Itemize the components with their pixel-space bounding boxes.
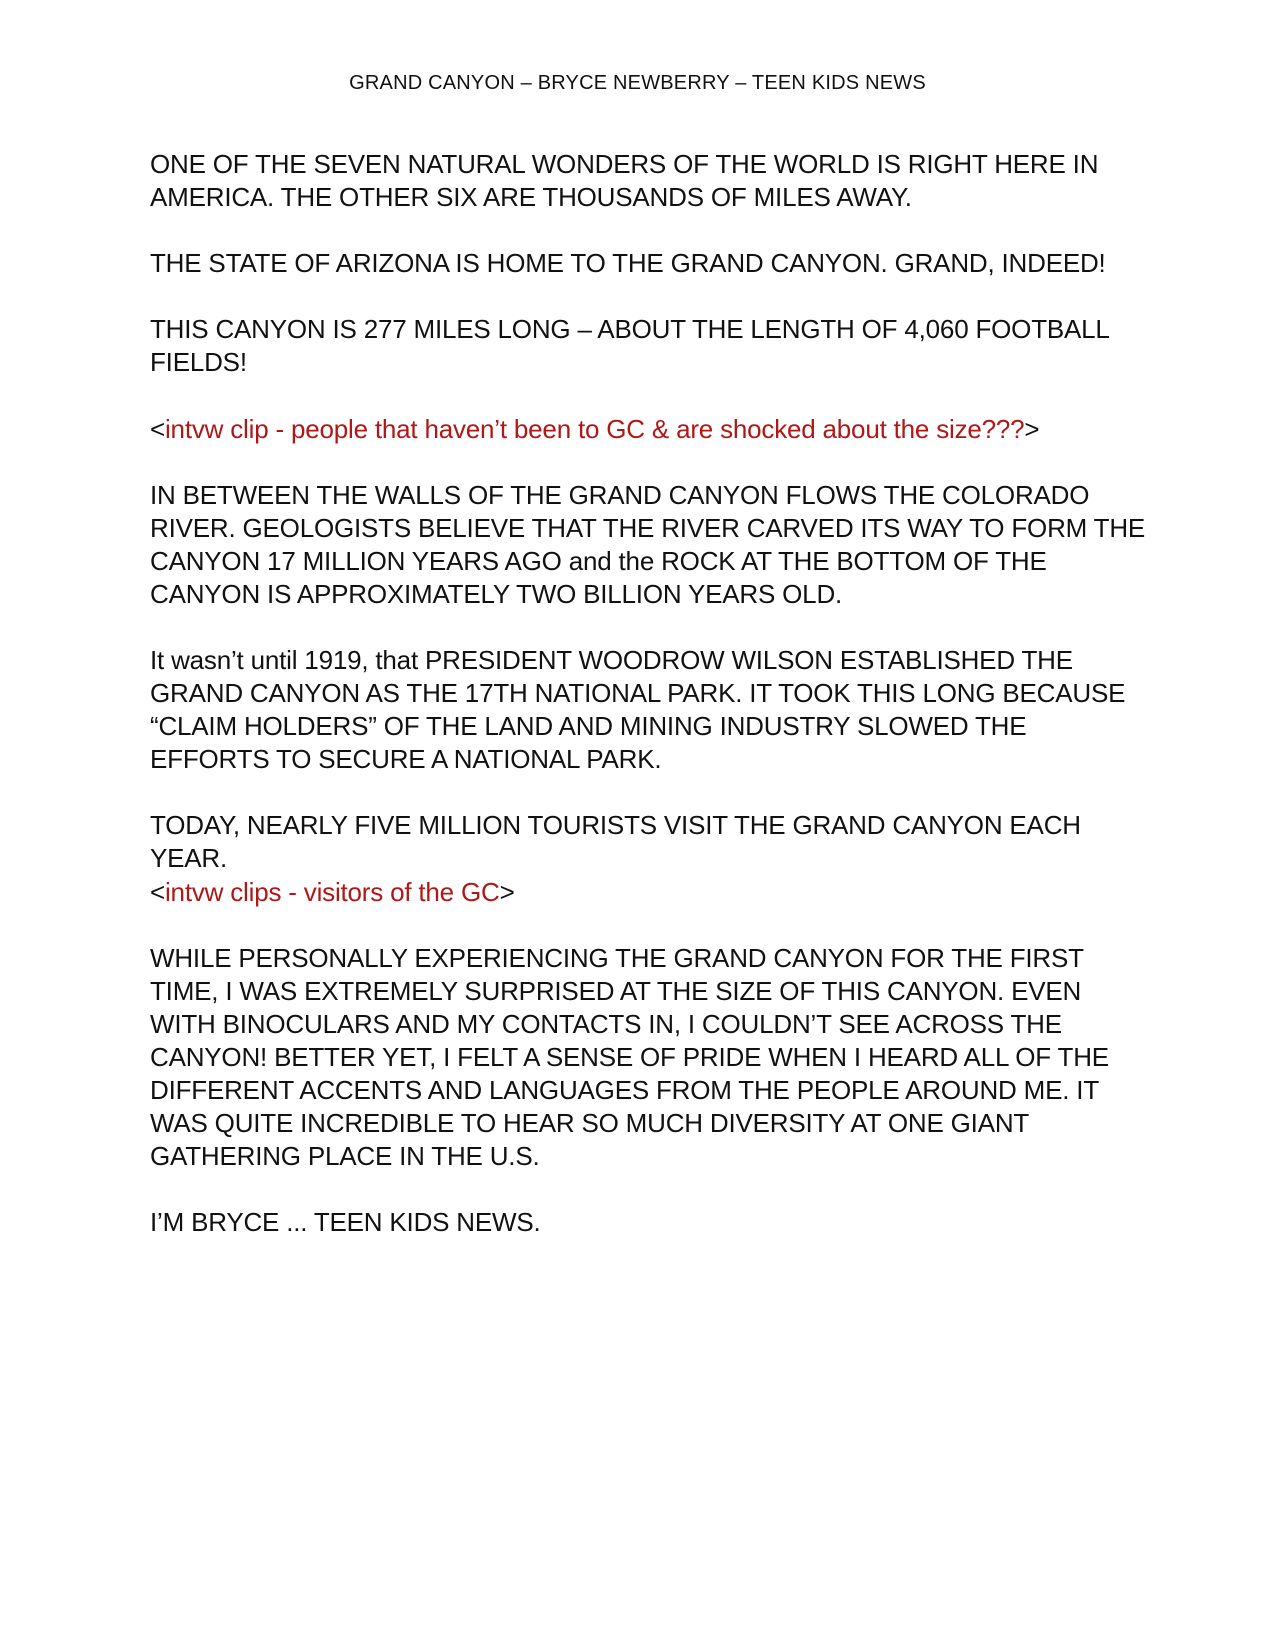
note-open-bracket: < <box>150 414 165 444</box>
paragraph-signoff: I’M BRYCE ... TEEN KIDS NEWS. <box>150 1207 541 1237</box>
paragraph-tourists: TODAY, NEARLY FIVE MILLION TOURISTS VISIT THE GRAND CANYON EACH YEAR. <box>150 810 1081 873</box>
interview-note-visitors <box>150 875 1150 909</box>
paragraph-arizona: THE STATE OF ARIZONA IS HOME TO THE GRAND CANYON. GRAND, INDEED! <box>150 248 1106 278</box>
note-close-bracket: > <box>499 877 515 907</box>
note-close-bracket: > <box>1024 414 1040 444</box>
paragraph-seven-wonders: ONE OF THE SEVEN NATURAL WONDERS OF THE WORLD IS RIGHT HERE IN AMERICA. THE OTHER SIX ARE THOUSANDS OF MILES AWAY. <box>150 149 1099 212</box>
interview-note-size <box>150 412 1150 446</box>
paragraph-canyon-length: THIS CANYON IS 277 MILES LONG – ABOUT THE LENGTH OF 4,060 FOOTBALL FIELDS! <box>150 314 1109 377</box>
paragraph-colorado-river: IN BETWEEN THE WALLS OF THE GRAND CANYON FLOWS THE COLORADO RIVER. GEOLOGISTS BELIEVE THAT THE RIVER CARVED ITS WAY TO FORM THE CANYON 17 MILLION YEARS AGO and the ROCK AT THE BOTTOM OF THE CANYON IS APPROXIMATELY TWO BILLION YEARS OLD. <box>150 480 1146 609</box>
note-open-bracket: < <box>150 877 165 907</box>
note-text: intvw clips - visitors of the GC <box>164 877 500 907</box>
paragraph-personal-experience: WHILE PERSONALLY EXPERIENCING THE GRAND CANYON FOR THE FIRST TIME, I WAS EXTREMELY SURPRISED AT THE SIZE OF THIS CANYON. EVEN WITH BINOCULARS AND MY CONTACTS IN, I COULDN’T SEE ACROSS THE CANYON! BETTER YET, I FELT A SENSE OF PRIDE WHEN I HEARD ALL OF THE DIFFERENT ACCENTS AND LANGUAGES FROM THE PEOPLE AROUND ME. IT WAS QUITE INCREDIBLE TO HEAR SO MUCH DIVERSITY AT ONE GIANT GATHERING PLACE IN THE U.S. <box>150 943 1109 1171</box>
page-header-title: GRAND CANYON – BRYCE NEWBERRY – TEEN KIDS NEWS <box>349 72 926 94</box>
paragraph-national-park: It wasn’t until 1919, that PRESIDENT WOODROW WILSON ESTABLISHED THE GRAND CANYON AS THE 17TH NATIONAL PARK. IT TOOK THIS LONG BECAUSE “CLAIM HOLDERS” OF THE LAND AND MINING INDUSTRY SLOWED THE EFFORTS TO SECURE A NATIONAL PARK. <box>150 645 1126 774</box>
note-text: intvw clip - people that haven’t been to GC & are shocked about the size??? <box>164 414 1025 444</box>
script-body <box>150 148 1150 1272</box>
